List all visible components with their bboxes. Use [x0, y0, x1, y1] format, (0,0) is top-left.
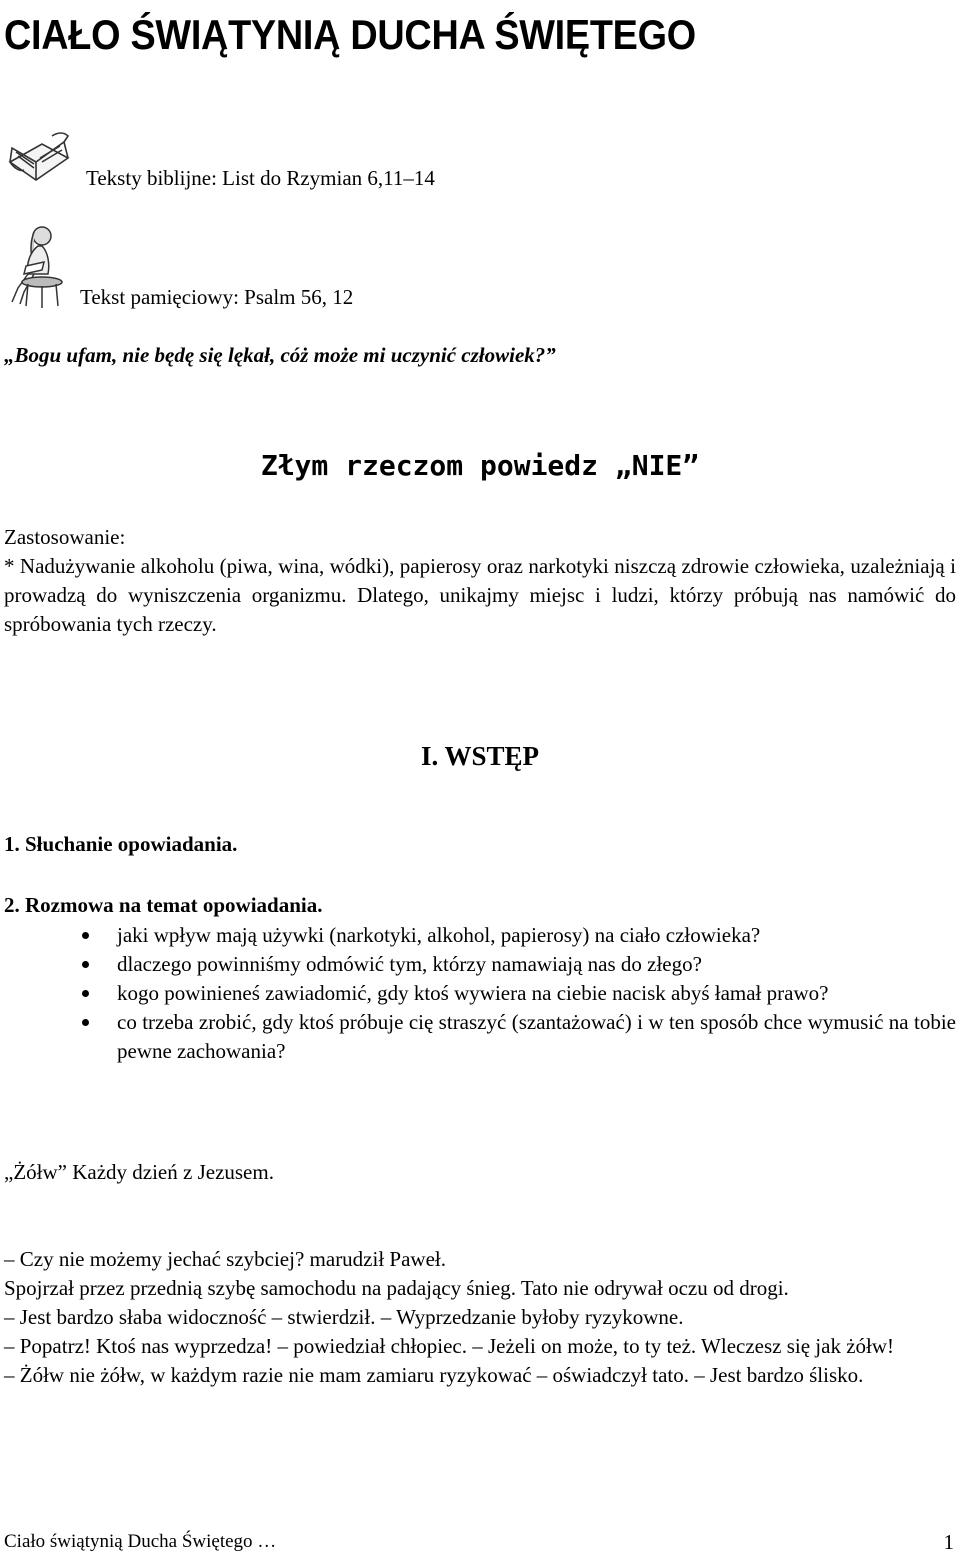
story-paragraph: – Jest bardzo słaba widoczność – stwierdził. – Wyprzedzanie byłoby ryzykowne.: [4, 1305, 684, 1329]
question-list: [0, 921, 956, 1066]
section-heading: I. WSTĘP: [420, 741, 540, 771]
list-item: jaki wpływ mają używki (narkotyki, alkohol, papierosy) na ciało człowieka?: [0, 921, 956, 950]
story-title: „Żółw” Każdy dzień z Jezusem.: [4, 1160, 274, 1184]
story-paragraph: – Popatrz! Ktoś nas wyprzedza! – powiedział chłopiec. – Jeżeli on może, to ty też. Wleczesz się jak żółw!: [4, 1334, 895, 1358]
application-label: Zastosowanie:: [4, 525, 126, 549]
bullet-icon: [82, 990, 89, 997]
list-item: dlaczego powinniśmy odmówić tym, którzy namawiają nas do złego?: [0, 950, 956, 979]
bible-texts: Teksty biblijne: List do Rzymian 6,11–14: [86, 166, 435, 190]
story-paragraph: – Czy nie możemy jechać szybciej? marudził Paweł.: [4, 1247, 446, 1271]
list-item: kogo powinieneś zawiadomić, gdy ktoś wywiera na ciebie nacisk abyś łamał prawo?: [0, 979, 956, 1008]
bullet-icon: [82, 1019, 89, 1026]
application-text: * Nadużywanie alkoholu (piwa, wina, wódki), papierosy oraz narkotyki niszczą zdrowie człowieka, uzależniają i prowadzą do wyniszczenia organizmu. Dlatego, unikajmy miejsc i ludzi, którzy próbują nas namówić do spróbowania tych rzeczy.: [4, 554, 956, 636]
story-paragraph: – Żółw nie żółw, w każdym razie nie mam zamiaru ryzykować – oświadczył tato. – Jest bardzo ślisko.: [4, 1363, 864, 1387]
open-book-icon: [6, 128, 72, 188]
page-number: 1: [943, 1530, 954, 1554]
bullet-icon: [82, 961, 89, 968]
step-1: 1. Słuchanie opowiadania.: [4, 832, 238, 856]
lesson-subtitle: Złym rzeczom powiedz „NIE”: [260, 449, 700, 482]
step-2: 2. Rozmowa na temat opowiadania.: [4, 893, 323, 917]
memory-verse: „Bogu ufam, nie będę się lękał, cóż może mi uczynić człowiek?”: [4, 343, 556, 367]
girl-reading-icon: [4, 222, 66, 308]
document-title: CIAŁO ŚWIĄTYNIĄ DUCHA ŚWIĘTEGO: [4, 11, 696, 58]
story-text: [4, 1245, 956, 1390]
bullet-icon: [82, 932, 89, 939]
footer-text: Ciało świątynią Ducha Świętego …: [4, 1531, 277, 1552]
story-paragraph: Spojrzał przez przednią szybę samochodu na padający śnieg. Tato nie odrywał oczu od drogi.: [4, 1276, 789, 1300]
list-item: co trzeba zrobić, gdy ktoś próbuje cię straszyć (szantażować) i w ten sposób chce wymusić na tobie pewne zachowania?: [0, 1008, 956, 1066]
memory-text-label: Tekst pamięciowy: Psalm 56, 12: [80, 285, 354, 309]
